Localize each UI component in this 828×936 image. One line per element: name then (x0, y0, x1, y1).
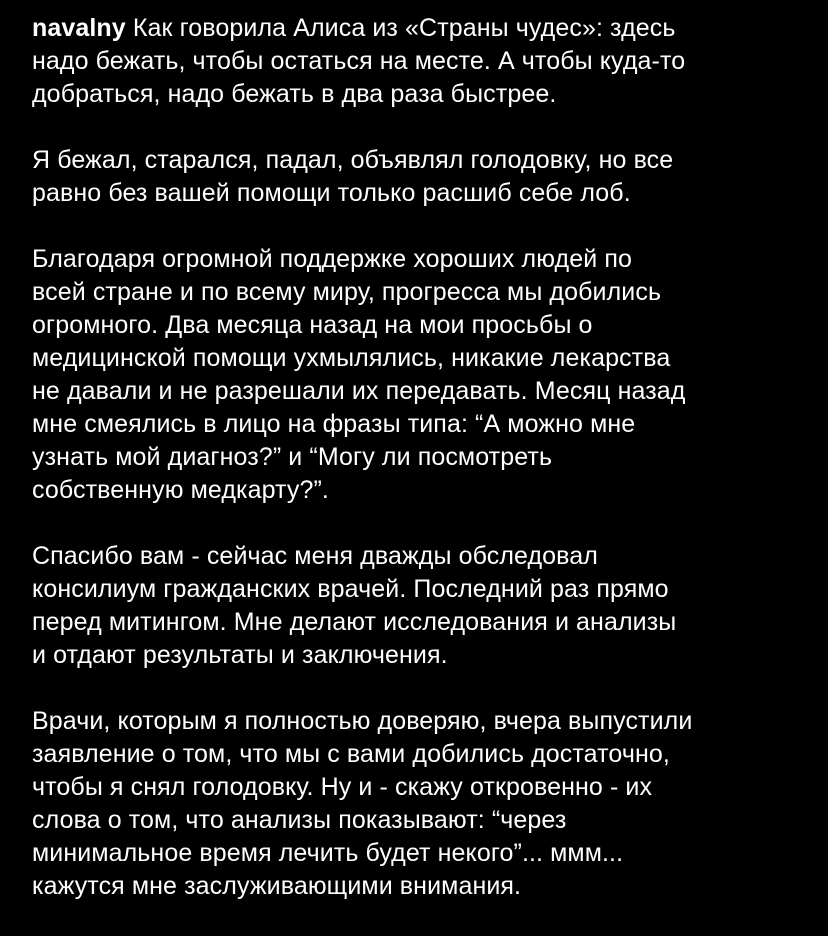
post-username[interactable]: navalny (32, 14, 126, 42)
caption-paragraph-1 (32, 12, 802, 111)
post-caption (32, 12, 802, 936)
caption-paragraph-4: Спасибо вам - сейчас меня дважды обследовал консилиум гражданских врачей. Последний раз прямо перед митингом. Мне делают исследования и анализы и отдают результаты и заключения. (32, 542, 677, 669)
caption-paragraph-5: Врачи, которым я полностью доверяю, вчера выпустили заявление о том, что мы с вами добились достаточно, чтобы я снял голодовку. Ну и - скажу откровенно - их слова о том, что анализы показывают: “через минимальное время лечить будет некого”... ммм... кажутся мне заслуживающими внимания. (32, 707, 693, 900)
caption-paragraph-3: Благодаря огромной поддержке хороших людей по всей стране и по всему миру, прогресса мы добились огромного. Два месяца назад на мои просьбы о медицинской помощи ухмылялись, никакие лекарства не давали и не разрешали их передавать. Месяц назад мне смеялись в лицо на фразы типа: “А можно мне узнать мой диагноз?” и “Могу ли посмотреть собственную медкарту?”. (32, 245, 686, 504)
caption-paragraph-2: Я бежал, старался, падал, объявлял голодовку, но все равно без вашей помощи только расшиб себе лоб. (32, 146, 674, 207)
caption-text-1: Как говорила Алиса из «Страны чудес»: здесь надо бежать, чтобы остаться на месте. А чтобы куда-то добраться, надо бежать в два раза быстрее. (32, 14, 686, 108)
